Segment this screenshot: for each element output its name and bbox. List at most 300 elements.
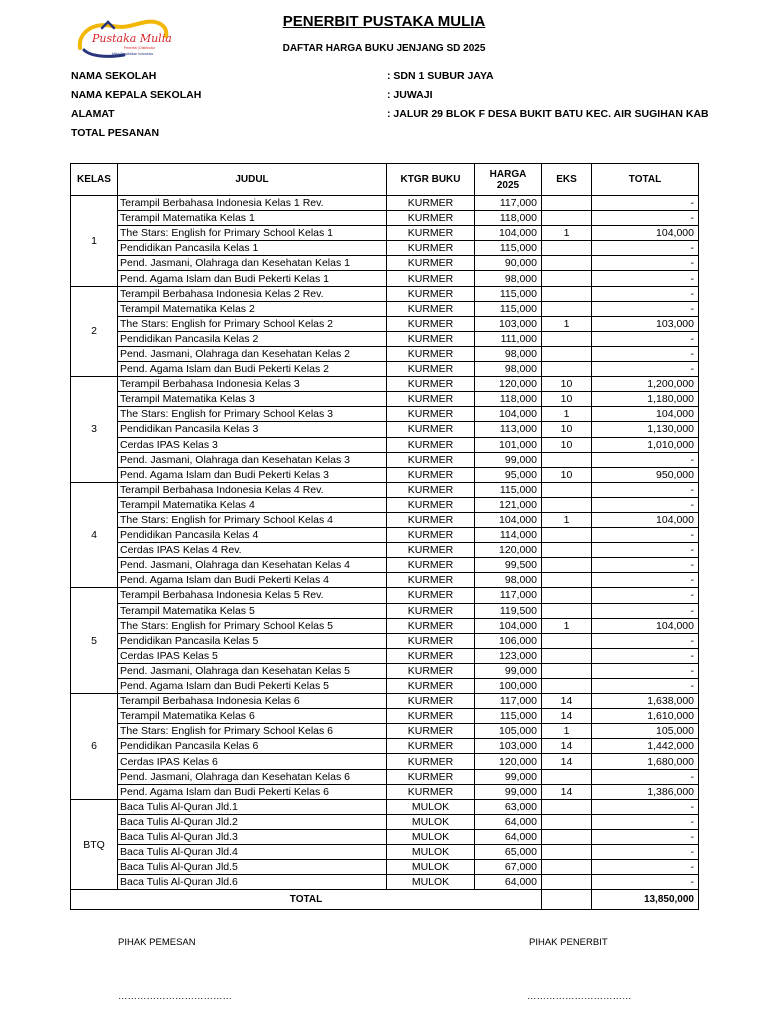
book-category: MULOK <box>387 875 475 890</box>
book-category: KURMER <box>387 467 475 482</box>
book-total: - <box>592 814 699 829</box>
book-category: KURMER <box>387 377 475 392</box>
book-category: KURMER <box>387 784 475 799</box>
table-row <box>71 558 699 573</box>
book-total: 1,680,000 <box>592 754 699 769</box>
book-total: - <box>592 286 699 301</box>
book-price: 115,000 <box>475 482 542 497</box>
book-total: 1,638,000 <box>592 694 699 709</box>
header-kelas: KELAS <box>71 164 118 196</box>
table-row <box>71 860 699 875</box>
book-title: Cerdas IPAS Kelas 6 <box>118 754 387 769</box>
table-row <box>71 256 699 271</box>
book-total: 1,200,000 <box>592 377 699 392</box>
book-copies <box>542 663 592 678</box>
book-total: - <box>592 362 699 377</box>
book-category: KURMER <box>387 754 475 769</box>
book-category: KURMER <box>387 543 475 558</box>
book-copies: 10 <box>542 437 592 452</box>
table-row <box>71 784 699 799</box>
book-price: 64,000 <box>475 814 542 829</box>
book-title: Baca Tulis Al-Quran Jld.6 <box>118 875 387 890</box>
book-category: KURMER <box>387 663 475 678</box>
table-row <box>71 633 699 648</box>
book-title: Baca Tulis Al-Quran Jld.2 <box>118 814 387 829</box>
book-copies <box>542 286 592 301</box>
book-total: 105,000 <box>592 724 699 739</box>
book-copies <box>542 241 592 256</box>
book-copies <box>542 679 592 694</box>
book-total: - <box>592 648 699 663</box>
book-price: 101,000 <box>475 437 542 452</box>
book-category: KURMER <box>387 633 475 648</box>
table-row <box>71 543 699 558</box>
book-copies <box>542 603 592 618</box>
book-title: Terampil Matematika Kelas 2 <box>118 301 387 316</box>
book-title: Pend. Agama Islam dan Budi Pekerti Kelas 4 <box>118 573 387 588</box>
book-title: Terampil Berbahasa Indonesia Kelas 5 Rev. <box>118 588 387 603</box>
book-price: 99,000 <box>475 663 542 678</box>
book-copies: 10 <box>542 377 592 392</box>
book-price: 106,000 <box>475 633 542 648</box>
book-copies <box>542 346 592 361</box>
book-category: KURMER <box>387 648 475 663</box>
total-label: TOTAL <box>71 890 542 910</box>
book-title: Pend. Agama Islam dan Budi Pekerti Kelas 1 <box>118 271 387 286</box>
book-total: - <box>592 543 699 558</box>
book-copies <box>542 769 592 784</box>
book-price: 117,000 <box>475 588 542 603</box>
book-category: KURMER <box>387 558 475 573</box>
table-row <box>71 437 699 452</box>
book-price: 98,000 <box>475 362 542 377</box>
header-harga <box>475 164 542 196</box>
book-copies <box>542 633 592 648</box>
book-price: 119,500 <box>475 603 542 618</box>
book-total: - <box>592 256 699 271</box>
book-category: KURMER <box>387 679 475 694</box>
book-title: Cerdas IPAS Kelas 3 <box>118 437 387 452</box>
book-category: KURMER <box>387 603 475 618</box>
book-category: KURMER <box>387 226 475 241</box>
book-title: The Stars: English for Primary School Kelas 3 <box>118 407 387 422</box>
book-title: Pendidikan Pancasila Kelas 6 <box>118 739 387 754</box>
book-copies <box>542 196 592 211</box>
book-price: 104,000 <box>475 512 542 527</box>
info-label: ALAMAT <box>71 108 115 120</box>
book-copies <box>542 271 592 286</box>
book-title: Pend. Agama Islam dan Budi Pekerti Kelas 5 <box>118 679 387 694</box>
table-row <box>71 316 699 331</box>
book-copies: 14 <box>542 754 592 769</box>
book-price: 98,000 <box>475 573 542 588</box>
book-total: - <box>592 558 699 573</box>
book-price: 103,000 <box>475 316 542 331</box>
book-copies: 10 <box>542 467 592 482</box>
grand-total: 13,850,000 <box>592 890 699 910</box>
book-copies: 14 <box>542 784 592 799</box>
school-info <box>71 67 711 143</box>
book-price: 115,000 <box>475 301 542 316</box>
book-copies <box>542 301 592 316</box>
book-category: KURMER <box>387 528 475 543</box>
book-price: 120,000 <box>475 543 542 558</box>
book-price: 113,000 <box>475 422 542 437</box>
book-total: - <box>592 482 699 497</box>
table-body <box>71 196 699 890</box>
book-copies: 1 <box>542 512 592 527</box>
book-category: KURMER <box>387 437 475 452</box>
book-total: - <box>592 829 699 844</box>
table-row <box>71 528 699 543</box>
book-title: Pendidikan Pancasila Kelas 3 <box>118 422 387 437</box>
book-category: MULOK <box>387 814 475 829</box>
book-copies <box>542 588 592 603</box>
book-copies <box>542 211 592 226</box>
book-category: MULOK <box>387 845 475 860</box>
book-price: 120,000 <box>475 754 542 769</box>
book-category: KURMER <box>387 739 475 754</box>
signature-line-buyer: ……………………………… <box>118 991 232 1002</box>
book-copies: 14 <box>542 739 592 754</box>
book-category: KURMER <box>387 694 475 709</box>
book-total: 1,180,000 <box>592 392 699 407</box>
book-total: 104,000 <box>592 407 699 422</box>
book-category: KURMER <box>387 573 475 588</box>
book-total: - <box>592 528 699 543</box>
book-category: KURMER <box>387 346 475 361</box>
book-copies: 1 <box>542 226 592 241</box>
book-price: 114,000 <box>475 528 542 543</box>
table-row <box>71 648 699 663</box>
document-title: PENERBIT PUSTAKA MULIA <box>282 13 486 30</box>
book-category: KURMER <box>387 482 475 497</box>
table-row <box>71 211 699 226</box>
document-subtitle: DAFTAR HARGA BUKU JENJANG SD 2025 <box>282 43 486 54</box>
book-copies <box>542 497 592 512</box>
book-total: 104,000 <box>592 512 699 527</box>
book-price: 90,000 <box>475 256 542 271</box>
book-title: Terampil Matematika Kelas 5 <box>118 603 387 618</box>
book-category: KURMER <box>387 196 475 211</box>
table-row <box>71 422 699 437</box>
table-row <box>71 362 699 377</box>
book-title: Terampil Matematika Kelas 6 <box>118 709 387 724</box>
book-title: Pendidikan Pancasila Kelas 1 <box>118 241 387 256</box>
table-row <box>71 754 699 769</box>
book-category: KURMER <box>387 452 475 467</box>
book-category: KURMER <box>387 331 475 346</box>
book-price: 104,000 <box>475 226 542 241</box>
book-total: 1,442,000 <box>592 739 699 754</box>
total-eks <box>542 890 592 910</box>
book-category: KURMER <box>387 588 475 603</box>
book-total: - <box>592 875 699 890</box>
table-row <box>71 618 699 633</box>
table-row <box>71 573 699 588</box>
table-row <box>71 588 699 603</box>
book-category: KURMER <box>387 769 475 784</box>
book-copies <box>542 799 592 814</box>
book-title: Pendidikan Pancasila Kelas 5 <box>118 633 387 648</box>
info-row-total-order <box>71 124 711 143</box>
table-row <box>71 241 699 256</box>
book-total: - <box>592 211 699 226</box>
book-category: KURMER <box>387 271 475 286</box>
book-total: - <box>592 497 699 512</box>
info-value: : JALUR 29 BLOK F DESA BUKIT BATU KEC. AIR SUGIHAN KAB <box>387 108 709 120</box>
book-category: KURMER <box>387 316 475 331</box>
book-price: 63,000 <box>475 799 542 814</box>
book-price: 117,000 <box>475 694 542 709</box>
signature-line-publisher: …………………………… <box>527 991 632 1002</box>
book-price: 64,000 <box>475 829 542 844</box>
book-price: 117,000 <box>475 196 542 211</box>
table-row <box>71 709 699 724</box>
table-row <box>71 271 699 286</box>
svg-text:Mitra Pendidikan Indonesia: Mitra Pendidikan Indonesia <box>112 52 153 56</box>
book-copies <box>542 558 592 573</box>
book-total: - <box>592 331 699 346</box>
book-title: Cerdas IPAS Kelas 4 Rev. <box>118 543 387 558</box>
book-price: 111,000 <box>475 331 542 346</box>
book-copies: 10 <box>542 422 592 437</box>
table-row <box>71 829 699 844</box>
book-copies <box>542 648 592 663</box>
book-category: KURMER <box>387 407 475 422</box>
table-row <box>71 724 699 739</box>
book-total: 1,130,000 <box>592 422 699 437</box>
header-total: TOTAL <box>592 164 699 196</box>
book-price: 64,000 <box>475 875 542 890</box>
table-row <box>71 799 699 814</box>
signature-label-buyer: PIHAK PEMESAN <box>118 937 196 948</box>
book-category: KURMER <box>387 724 475 739</box>
book-total: - <box>592 271 699 286</box>
table-row <box>71 467 699 482</box>
book-title: Cerdas IPAS Kelas 5 <box>118 648 387 663</box>
book-price: 120,000 <box>475 377 542 392</box>
book-title: Terampil Berbahasa Indonesia Kelas 3 <box>118 377 387 392</box>
table-row <box>71 331 699 346</box>
info-value: : SDN 1 SUBUR JAYA <box>387 70 494 82</box>
book-total: 103,000 <box>592 316 699 331</box>
class-cell: 2 <box>71 286 118 377</box>
book-copies: 14 <box>542 709 592 724</box>
book-copies: 1 <box>542 618 592 633</box>
book-price: 103,000 <box>475 739 542 754</box>
book-category: KURMER <box>387 512 475 527</box>
table-row <box>71 301 699 316</box>
signature-label-publisher: PIHAK PENERBIT <box>529 937 608 948</box>
book-title: Baca Tulis Al-Quran Jld.1 <box>118 799 387 814</box>
table-row <box>71 497 699 512</box>
book-total: - <box>592 301 699 316</box>
book-copies: 1 <box>542 407 592 422</box>
book-price: 95,000 <box>475 467 542 482</box>
book-copies <box>542 814 592 829</box>
table-row <box>71 739 699 754</box>
book-title: Pend. Agama Islam dan Budi Pekerti Kelas 6 <box>118 784 387 799</box>
book-copies <box>542 256 592 271</box>
book-title: The Stars: English for Primary School Kelas 4 <box>118 512 387 527</box>
book-price: 115,000 <box>475 241 542 256</box>
book-total: - <box>592 196 699 211</box>
table-row <box>71 769 699 784</box>
table-row <box>71 286 699 301</box>
book-price: 104,000 <box>475 407 542 422</box>
table-row <box>71 196 699 211</box>
table-row <box>71 392 699 407</box>
book-title: Pendidikan Pancasila Kelas 4 <box>118 528 387 543</box>
book-title: Terampil Berbahasa Indonesia Kelas 4 Rev. <box>118 482 387 497</box>
book-price: 99,000 <box>475 784 542 799</box>
book-title: Pend. Agama Islam dan Budi Pekerti Kelas 2 <box>118 362 387 377</box>
book-total: - <box>592 452 699 467</box>
book-title: Baca Tulis Al-Quran Jld.4 <box>118 845 387 860</box>
table-row <box>71 679 699 694</box>
info-label: TOTAL PESANAN <box>71 127 160 139</box>
book-title: Terampil Berbahasa Indonesia Kelas 6 <box>118 694 387 709</box>
book-total: 950,000 <box>592 467 699 482</box>
book-title: Baca Tulis Al-Quran Jld.3 <box>118 829 387 844</box>
book-category: MULOK <box>387 860 475 875</box>
book-total: - <box>592 845 699 860</box>
book-title: Pend. Jasmani, Olahraga dan Kesehatan Kelas 6 <box>118 769 387 784</box>
book-title: Pendidikan Pancasila Kelas 2 <box>118 331 387 346</box>
book-price: 99,000 <box>475 769 542 784</box>
book-total: - <box>592 241 699 256</box>
book-total: - <box>592 799 699 814</box>
book-category: KURMER <box>387 618 475 633</box>
header-ktgr: KTGR BUKU <box>387 164 475 196</box>
book-price: 65,000 <box>475 845 542 860</box>
book-copies <box>542 452 592 467</box>
table-row <box>71 663 699 678</box>
table-row <box>71 226 699 241</box>
book-total: - <box>592 679 699 694</box>
book-price: 99,000 <box>475 452 542 467</box>
table-header-row <box>71 164 699 196</box>
book-category: KURMER <box>387 497 475 512</box>
price-table <box>70 163 699 910</box>
book-category: KURMER <box>387 422 475 437</box>
info-value: : JUWAJI <box>387 89 433 101</box>
book-copies <box>542 331 592 346</box>
header-judul: JUDUL <box>118 164 387 196</box>
table-row <box>71 845 699 860</box>
table-row <box>71 377 699 392</box>
book-category: MULOK <box>387 829 475 844</box>
book-price: 123,000 <box>475 648 542 663</box>
book-price: 99,500 <box>475 558 542 573</box>
class-cell: 6 <box>71 694 118 800</box>
info-label: NAMA KEPALA SEKOLAH <box>71 89 202 101</box>
table-row <box>71 603 699 618</box>
book-title: The Stars: English for Primary School Kelas 5 <box>118 618 387 633</box>
table-row <box>71 814 699 829</box>
header-eks: EKS <box>542 164 592 196</box>
class-cell: 4 <box>71 482 118 588</box>
class-cell: 1 <box>71 196 118 287</box>
book-total: - <box>592 860 699 875</box>
book-price: 104,000 <box>475 618 542 633</box>
book-copies <box>542 845 592 860</box>
book-copies <box>542 573 592 588</box>
book-title: Pend. Jasmani, Olahraga dan Kesehatan Kelas 1 <box>118 256 387 271</box>
book-category: KURMER <box>387 241 475 256</box>
book-price: 115,000 <box>475 709 542 724</box>
book-total: 1,010,000 <box>592 437 699 452</box>
book-price: 118,000 <box>475 392 542 407</box>
table-row <box>71 694 699 709</box>
book-copies <box>542 829 592 844</box>
book-total: - <box>592 663 699 678</box>
book-total: 1,610,000 <box>592 709 699 724</box>
book-category: KURMER <box>387 256 475 271</box>
info-row-school <box>71 67 711 86</box>
book-title: Terampil Matematika Kelas 4 <box>118 497 387 512</box>
book-total: - <box>592 573 699 588</box>
book-copies <box>542 860 592 875</box>
class-cell: 3 <box>71 377 118 483</box>
table-total-row <box>71 890 699 910</box>
book-total: 104,000 <box>592 226 699 241</box>
book-copies: 14 <box>542 694 592 709</box>
book-copies <box>542 482 592 497</box>
book-total: - <box>592 588 699 603</box>
book-category: KURMER <box>387 301 475 316</box>
header-harga-text: HARGA 2025 <box>489 168 527 191</box>
book-category: KURMER <box>387 392 475 407</box>
book-total: - <box>592 633 699 648</box>
class-cell: BTQ <box>71 799 118 890</box>
book-title: Terampil Matematika Kelas 3 <box>118 392 387 407</box>
book-title: Pend. Jasmani, Olahraga dan Kesehatan Kelas 4 <box>118 558 387 573</box>
book-category: KURMER <box>387 362 475 377</box>
table-row <box>71 512 699 527</box>
book-copies: 10 <box>542 392 592 407</box>
book-category: MULOK <box>387 799 475 814</box>
book-title: Terampil Matematika Kelas 1 <box>118 211 387 226</box>
book-title: Pend. Jasmani, Olahraga dan Kesehatan Kelas 5 <box>118 663 387 678</box>
book-price: 115,000 <box>475 286 542 301</box>
book-copies <box>542 875 592 890</box>
book-title: Pend. Jasmani, Olahraga dan Kesehatan Kelas 2 <box>118 346 387 361</box>
class-cell: 5 <box>71 588 118 694</box>
book-copies <box>542 543 592 558</box>
book-price: 118,000 <box>475 211 542 226</box>
book-title: Terampil Berbahasa Indonesia Kelas 2 Rev. <box>118 286 387 301</box>
book-category: KURMER <box>387 709 475 724</box>
book-copies <box>542 528 592 543</box>
book-total: 104,000 <box>592 618 699 633</box>
book-title: The Stars: English for Primary School Kelas 1 <box>118 226 387 241</box>
book-total: - <box>592 769 699 784</box>
book-price: 121,000 <box>475 497 542 512</box>
book-price: 98,000 <box>475 271 542 286</box>
book-copies: 1 <box>542 316 592 331</box>
book-title: Terampil Berbahasa Indonesia Kelas 1 Rev. <box>118 196 387 211</box>
table-row <box>71 452 699 467</box>
book-price: 100,000 <box>475 679 542 694</box>
book-price: 105,000 <box>475 724 542 739</box>
book-copies: 1 <box>542 724 592 739</box>
book-total: - <box>592 346 699 361</box>
book-title: The Stars: English for Primary School Kelas 2 <box>118 316 387 331</box>
book-title: The Stars: English for Primary School Kelas 6 <box>118 724 387 739</box>
book-copies <box>542 362 592 377</box>
